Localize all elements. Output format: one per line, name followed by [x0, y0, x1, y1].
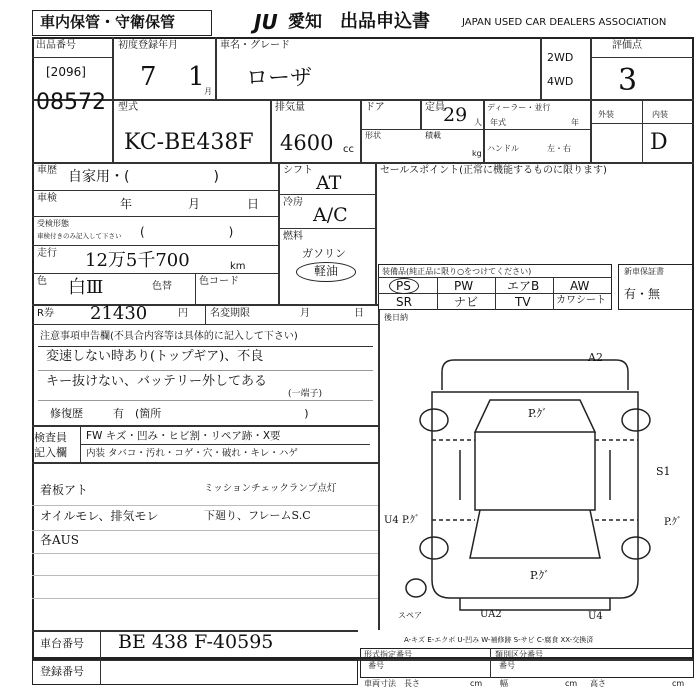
rating-label: 評価点 [612, 40, 642, 51]
inspector-label-1: 検査員 [34, 431, 67, 444]
damage-legend: A-キズ E-エクボ U-凹み W-補修跡 S-サビ C-腐食 XX-交換済 [404, 636, 594, 644]
model-year-label: 年式 [490, 118, 506, 127]
dim-height-unit: cm [672, 679, 685, 688]
registration-label: 初度登録年月 [118, 40, 178, 51]
displacement-label: 排気量 [275, 102, 305, 113]
vehicle-dims-label: 車両寸法 [364, 679, 396, 688]
equip-aw: AW [570, 279, 590, 293]
notes-line3: (一端子) [288, 389, 323, 399]
drive-2wd: 2WD [547, 51, 574, 64]
mark-pg-rear: P.ｸﾞ [530, 569, 550, 582]
mark-pg-right: P.ｸﾞ [664, 517, 682, 528]
mark-s1: S1 [656, 465, 671, 478]
inspection-day: 日 [247, 197, 260, 211]
exterior-label: 外装 [598, 110, 614, 119]
shift-label: シフト [283, 165, 313, 176]
ju-logo: JU [254, 10, 278, 34]
name-change-day: 日 [354, 308, 364, 319]
color-label: 色 [37, 276, 47, 287]
registration-year: 7 [140, 62, 157, 92]
displacement-unit: cc [343, 144, 354, 155]
mileage-value: 12万5千700 [85, 250, 190, 271]
chassis-label: 車台番号 [40, 637, 84, 650]
brand-name: 愛知 [288, 12, 322, 32]
history-label: 車歴 [37, 165, 57, 176]
ac-value: A/C [313, 204, 348, 226]
vehicle-diagram [380, 320, 694, 635]
equip-tv: TV [515, 295, 531, 309]
equip-airbag: エアB [507, 279, 540, 293]
acceptance-note: 車検付きのみ記入して下さい [37, 232, 122, 240]
registration-no-label: 登録番号 [40, 665, 84, 678]
drive-4wd: 4WD [547, 75, 574, 88]
handle-options: 左・右 [547, 144, 571, 153]
hand-note-1: 着板アト [40, 483, 89, 497]
displacement-value: 4600 [280, 131, 334, 155]
capacity-label: 定員 [425, 102, 445, 113]
mark-u4-pg: U4 P.ｸﾞ [384, 515, 420, 526]
model-name-label: 車名・グレード [220, 40, 290, 51]
storage-label: 車内保管・守衛保管 [40, 13, 176, 31]
type-label: 型式 [118, 102, 138, 113]
dim-width-unit: cm [565, 679, 578, 688]
inspection-label: 車検 [37, 193, 57, 204]
notes-line2: キー抜けない、バッテリー外してある [46, 374, 268, 389]
name-change-label: 名変期限 [210, 308, 250, 319]
model-year-unit: 年 [571, 118, 579, 127]
dim-length-unit: cm [470, 679, 483, 688]
lot-number: 08572 [36, 90, 106, 115]
fuel-label: 燃料 [283, 231, 303, 242]
capacity-value: 29 [443, 104, 468, 126]
lot-label: 出品番号 [36, 40, 76, 51]
interior-score: D [650, 130, 668, 155]
capacity-unit: 人 [474, 118, 482, 127]
mark-a2: A2 [588, 351, 603, 364]
form-number-label: 形式指定番号 [364, 650, 412, 659]
interior-label: 内装 [652, 110, 668, 119]
acceptance-label: 受検形態 [37, 219, 69, 228]
mark-u4: U4 [588, 611, 603, 622]
inspector-row-1: FW キズ・凹み・ヒビ割・リペア跡・X要 [86, 430, 281, 442]
hand-note-5: 各AUS [40, 533, 80, 547]
repair-label: 修復歴 [50, 407, 83, 420]
dealer-label: ディーラー・並行 [487, 103, 551, 112]
notes-label: 注意事項申告欄(不具合内容等は具体的に記入して下さい) [40, 331, 298, 342]
equip-ps-circle [389, 278, 419, 294]
handle-label: ハンドル [487, 144, 519, 153]
rear-window-label: 後日納 [384, 313, 408, 322]
color-value: 白Ⅲ [68, 277, 104, 298]
mark-ua2: UA2 [480, 609, 502, 620]
class-number-label: 類別区分番号 [495, 650, 543, 659]
registration-month: 1 [188, 62, 205, 92]
ac-label: 冷房 [283, 197, 303, 208]
equip-leather: カワシート [556, 295, 606, 306]
hand-note-2: ミッションチェックランプ点灯 [204, 483, 337, 494]
equip-ps: PS [396, 279, 411, 293]
recycle-value: 21430 [90, 303, 148, 324]
inspector-row-2: 内装 タバコ・汚れ・コゲ・穴・破れ・キレ・ハゲ [86, 448, 298, 459]
hand-note-3: オイルモレ、排気モレ [40, 509, 159, 523]
registration-month-unit: 月 [204, 87, 212, 96]
repair-value: 有 (箇所 ) [113, 407, 309, 420]
dim-width: 幅 [500, 679, 508, 688]
equipment-label: 装備品(純正品に限り○をつけてください) [382, 267, 532, 276]
type-value: KC-BE438F [124, 130, 254, 155]
shift-value: AT [316, 172, 342, 194]
fuel-diesel: 軽油 [314, 264, 339, 278]
form-title: 出品申込書 [340, 11, 430, 32]
mark-pg-roof: P.ｸﾞ [528, 407, 548, 420]
acceptance-value: ( ) [140, 225, 234, 239]
inspector-label-2: 記入欄 [34, 446, 67, 459]
history-value: 自家用・( ) [68, 169, 219, 185]
warranty-label: 新車保証書 [624, 267, 664, 276]
mileage-unit: km [230, 261, 246, 272]
inspection-year: 年 [120, 197, 133, 211]
equip-pw: PW [454, 279, 474, 293]
doors-label: ドア [365, 102, 385, 113]
rating-score: 3 [618, 63, 638, 98]
recycle-unit: 円 [178, 308, 188, 319]
association-name: JAPAN USED CAR DEALERS ASSOCIATION [462, 17, 667, 28]
form-number-value-label: 番号 [368, 661, 384, 670]
color-change-label: 色替 [152, 281, 172, 292]
fuel-gasoline: ガソリン [302, 247, 346, 260]
color-code-label: 色コード [199, 276, 239, 287]
load-unit: kg [472, 149, 482, 158]
hand-note-4: 下廻り、フレームS.C [204, 509, 311, 522]
sales-point-label: セールスポイント(正常に機能するものに限ります) [380, 165, 607, 176]
dim-length: 長さ [404, 679, 420, 688]
notes-line1: 変速しない時あり(トップギア)、不良 [46, 349, 264, 364]
chassis-value: BE 438 F-40595 [118, 631, 274, 653]
spare-label: スペア [398, 611, 422, 620]
name-change-month: 月 [300, 308, 310, 319]
dim-height: 高さ [590, 679, 606, 688]
fuel-diesel-circle [296, 262, 356, 282]
model-name-value: ローザ [246, 66, 313, 91]
mileage-label: 走行 [37, 248, 57, 259]
lot-sub-number: [2096] [46, 65, 86, 79]
recycle-label: R券 [37, 308, 54, 319]
load-label: 積載 [425, 131, 441, 140]
equip-sr: SR [396, 295, 412, 309]
equip-navi: ナビ [454, 295, 479, 309]
warranty-options: 有・無 [624, 287, 661, 301]
inspection-month: 月 [188, 197, 201, 211]
class-number-value-label: 番号 [499, 661, 515, 670]
shape-label: 形状 [365, 131, 381, 140]
